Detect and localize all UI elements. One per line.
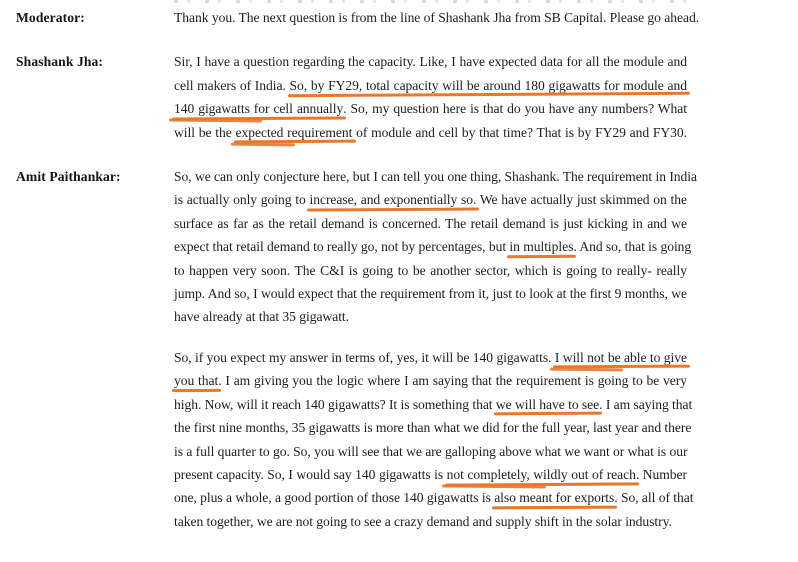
highlighted-phrase: we will have to see	[495, 396, 600, 412]
text-segment: is actually only going to	[174, 192, 310, 208]
text-segment: So, we can only conjecture here, but I can tell you one thing, Shashank. The requirement in India	[174, 169, 698, 185]
text-segment: . So, my question here is that do you have any numbers? What	[343, 101, 688, 117]
transcript-line	[174, 393, 693, 416]
transcript-line	[174, 97, 687, 120]
highlighted-phrase: expected requirement	[235, 124, 353, 140]
text-segment: surface as far as the retail demand is concerned. The retail demand is just kicking in and we	[174, 215, 687, 231]
text-segment: . So, all of that	[614, 490, 694, 506]
transcript-row	[16, 165, 698, 329]
text-segment: will be the	[174, 124, 236, 140]
highlighted-phrase: also meant for exports	[494, 490, 615, 506]
transcript-line	[174, 510, 687, 533]
transcript-line	[174, 440, 687, 463]
transcript-row	[16, 50, 687, 144]
text-segment: of module and cell by that time? That is by FY29 and FY30.	[352, 124, 688, 140]
transcript-line	[174, 74, 687, 97]
transcript-line	[174, 121, 687, 144]
text-segment: expect that retail demand to really go, not by percentages, but	[174, 239, 510, 255]
transcript-line	[174, 6, 700, 29]
cropped-text-artifact	[174, 0, 690, 3]
transcript-line	[174, 369, 687, 392]
speaker-label: Amit Paithankar:	[16, 169, 121, 185]
highlighted-phrase: 140 gigawatts for cell annually	[174, 101, 344, 117]
text-segment: Sir, I have a question regarding the capacity. Like, I have expected data for all the module and	[174, 54, 687, 70]
paragraph	[174, 6, 700, 29]
highlighted-phrase: you that	[174, 373, 219, 389]
transcript-line	[174, 416, 692, 439]
speaker-label: Shashank Jha:	[16, 54, 104, 70]
text-segment: have already at that 35 gigawatt.	[174, 309, 349, 325]
text-segment: the first nine months, 35 gigawatts is more than what we did for the full year, last year and there	[174, 420, 692, 436]
text-segment: . Number	[635, 466, 687, 482]
text-segment: high. Now, will it reach 140 gigawatts? It is something that	[174, 396, 496, 412]
transcript-line	[174, 50, 687, 73]
transcript-line	[174, 235, 692, 258]
text-segment: We have actually just skimmed on the	[476, 192, 687, 208]
transcript-line	[174, 188, 687, 211]
highlighted-phrase: So, by FY29, total capacity will be around 180 gigawatts for module and	[289, 77, 687, 93]
text-segment: taken together, we are not going to see a crazy demand and supply shift in the solar industry.	[174, 513, 672, 529]
transcript	[16, 6, 700, 533]
transcript-line	[174, 463, 687, 486]
paragraph	[174, 50, 687, 144]
text-segment: cell makers of India.	[174, 77, 290, 93]
speaker-label: Moderator:	[16, 10, 85, 25]
paragraph	[174, 346, 694, 533]
text-segment: Thank you. The next question is from the line of Shashank Jha from SB Capital. Please go ahead.	[174, 10, 700, 25]
text-segment: to happen very soon. The C&I is going to be another sector, which is going to really- really	[174, 262, 687, 278]
transcript-line	[174, 486, 694, 509]
transcript-row	[16, 6, 700, 29]
highlighted-phrase: I will not be able to give	[554, 349, 687, 365]
highlighted-phrase: in multiples	[509, 239, 574, 255]
text-segment: . I am saying that	[599, 396, 693, 412]
text-segment: one, plus a whole, a good portion of those 140 gigawatts is	[174, 490, 495, 506]
text-segment: So, if you expect my answer in terms of, yes, it will be 140 gigawatts.	[174, 349, 555, 365]
text-segment: present capacity. So, I would say 140 gigawatts is	[174, 466, 447, 482]
text-segment: . I am giving you the logic where I am saying that the requirement is going to be very	[218, 373, 687, 389]
text-segment: . And so, that is going	[573, 239, 692, 255]
transcript-line	[174, 282, 687, 305]
transcript-row	[16, 346, 694, 533]
text-segment: jump. And so, I would expect that the requirement from it, just to look at the first 9 months, we	[174, 286, 687, 302]
transcript-line	[174, 259, 687, 282]
highlighted-phrase: not completely, wildly out of reach	[446, 466, 636, 482]
highlighted-phrase: increase, and exponentially so.	[309, 192, 477, 208]
transcript-line	[174, 305, 687, 328]
text-segment: is a full quarter to go. So, you will see that we are galloping above what we want or what is our	[174, 443, 688, 459]
transcript-line	[174, 212, 687, 235]
transcript-line	[174, 346, 687, 369]
transcript-line	[174, 165, 698, 188]
paragraph	[174, 165, 698, 329]
